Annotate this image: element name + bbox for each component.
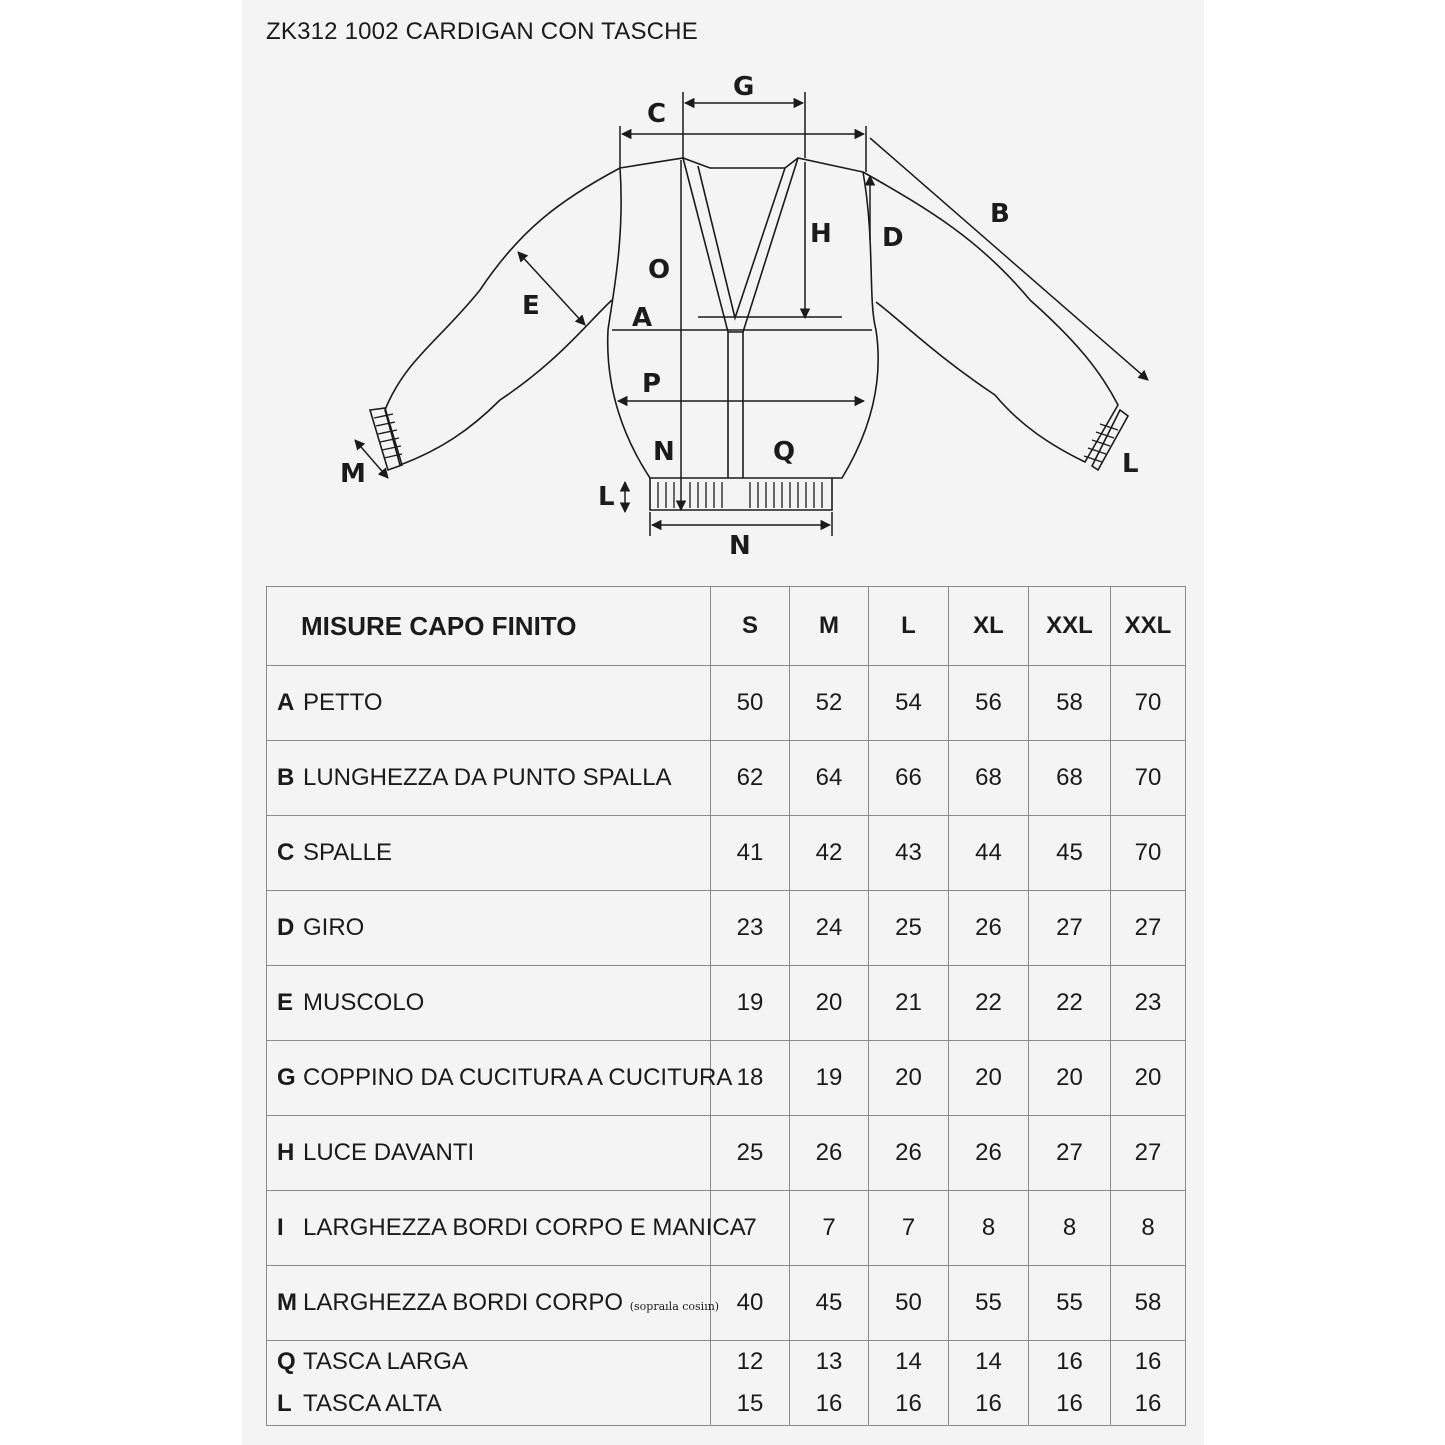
cell-value: 14 — [975, 1348, 1002, 1375]
table-cell: 45 — [790, 1266, 869, 1341]
row-label-text: GIRO — [303, 914, 365, 941]
table-cell — [790, 1341, 869, 1426]
label-p: P — [642, 369, 662, 399]
table-cell: 22 — [949, 966, 1029, 1041]
row-label-text: COPPINO DA CUCITURA A CUCITURA — [303, 1064, 733, 1091]
row-letter: B — [277, 764, 295, 791]
table-cell: 8 — [1111, 1191, 1186, 1266]
table-cell — [1111, 1341, 1186, 1426]
cardigan-diagram — [0, 0, 1445, 580]
hem-ribbing — [658, 482, 822, 508]
table-cell: 20 — [949, 1041, 1029, 1116]
table-row — [267, 741, 1186, 816]
cell-value: 16 — [895, 1390, 922, 1417]
table-row — [267, 1041, 1186, 1116]
row-label — [267, 891, 711, 966]
label-e: E — [522, 291, 540, 321]
table-cell: 44 — [949, 816, 1029, 891]
row-label — [267, 816, 711, 891]
table-cell: 43 — [869, 816, 949, 891]
table-cell: 24 — [790, 891, 869, 966]
row-letter: Q — [277, 1348, 296, 1375]
row-label — [267, 966, 711, 1041]
table-cell: 19 — [711, 966, 790, 1041]
row-label-text: TASCA ALTA — [303, 1390, 442, 1417]
table-cell: 26 — [949, 1116, 1029, 1191]
table-cell: 58 — [1029, 666, 1111, 741]
row-letter: G — [277, 1064, 296, 1091]
label-l-left: L — [598, 482, 615, 512]
table-cell: 70 — [1111, 666, 1186, 741]
table-cell: 26 — [949, 891, 1029, 966]
table-cell: 41 — [711, 816, 790, 891]
table-cell: 8 — [1029, 1191, 1111, 1266]
table-cell: 26 — [790, 1116, 869, 1191]
table-cell: 23 — [1111, 966, 1186, 1041]
row-label — [267, 666, 711, 741]
row-label — [267, 741, 711, 816]
row-label-text: MUSCOLO — [303, 989, 425, 1016]
row-label — [267, 1041, 733, 1116]
table-cell: 40 — [711, 1266, 790, 1341]
table-cell: 50 — [711, 666, 790, 741]
table-cell: 56 — [949, 666, 1029, 741]
size-header: XL — [949, 587, 1029, 666]
table-cell: 23 — [711, 891, 790, 966]
table-row-pockets — [267, 1341, 1186, 1426]
table-cell: 25 — [869, 891, 949, 966]
table-cell — [869, 1341, 949, 1426]
table-cell: 64 — [790, 741, 869, 816]
table-cell: 20 — [869, 1041, 949, 1116]
cell-value: 13 — [815, 1348, 843, 1375]
cell-value: 15 — [736, 1390, 764, 1417]
row-letter: C — [277, 839, 295, 866]
row-letter: M — [277, 1289, 297, 1316]
row-letter: H — [277, 1139, 295, 1166]
table-cell: 20 — [1029, 1041, 1111, 1116]
row-letter: D — [277, 914, 295, 941]
row-label-text: LUCE DAVANTI — [303, 1139, 475, 1166]
row-label — [267, 1341, 711, 1426]
table-row — [267, 891, 1186, 966]
row-note: (sopraıla cosiın) — [629, 1300, 720, 1313]
cell-value: 12 — [736, 1348, 764, 1375]
row-letter: E — [277, 989, 294, 1016]
label-q: Q — [773, 437, 796, 467]
table-cell: 7 — [711, 1191, 790, 1266]
table-cell: 54 — [869, 666, 949, 741]
table-cell: 55 — [1029, 1266, 1111, 1341]
row-label-text: PETTO — [303, 689, 383, 716]
table-row — [267, 1191, 1186, 1266]
table-row — [267, 1116, 1186, 1191]
header-label: MISURE CAPO FINITO — [267, 587, 711, 666]
table-cell: 50 — [869, 1266, 949, 1341]
row-letter: A — [277, 689, 295, 716]
table-row — [267, 1266, 1186, 1341]
label-c: C — [647, 99, 667, 129]
table-cell: 26 — [869, 1116, 949, 1191]
table-cell: 7 — [790, 1191, 869, 1266]
row-label — [267, 1191, 746, 1266]
table-cell — [711, 1341, 790, 1426]
row-label-text: SPALLE — [303, 839, 392, 866]
label-d: D — [882, 223, 904, 253]
row-letter: I — [277, 1214, 284, 1241]
table-cell: 21 — [869, 966, 949, 1041]
table-row — [267, 966, 1186, 1041]
row-label — [267, 1266, 720, 1341]
size-header: S — [711, 587, 790, 666]
table-cell: 58 — [1111, 1266, 1186, 1341]
table-cell: 70 — [1111, 816, 1186, 891]
size-header: M — [790, 587, 869, 666]
label-n-bottom: N — [729, 531, 751, 561]
garment-outline — [370, 158, 1128, 510]
label-o: O — [648, 255, 671, 285]
table-cell: 45 — [1029, 816, 1111, 891]
size-header: L — [869, 587, 949, 666]
table-cell: 27 — [1111, 1116, 1186, 1191]
table-cell: 68 — [949, 741, 1029, 816]
row-letter: L — [277, 1390, 292, 1417]
table-cell: 27 — [1029, 1116, 1111, 1191]
cell-value: 16 — [975, 1390, 1002, 1417]
page-title: ZK312 1002 CARDIGAN CON TASCHE — [266, 18, 698, 45]
label-h: H — [810, 219, 832, 249]
row-label-text: LARGHEZZA BORDI CORPO — [303, 1289, 624, 1316]
table-cell: 18 — [711, 1041, 790, 1116]
cell-value: 16 — [1056, 1348, 1083, 1375]
table-header-row — [267, 587, 1186, 666]
label-g: G — [733, 72, 755, 102]
table-cell: 66 — [869, 741, 949, 816]
label-n-top: N — [653, 437, 675, 467]
cell-value: 14 — [895, 1348, 922, 1375]
table-cell: 19 — [790, 1041, 869, 1116]
measurement-arrows — [355, 92, 1148, 536]
table-cell: 8 — [949, 1191, 1029, 1266]
cell-value: 16 — [1056, 1390, 1083, 1417]
table-cell: 22 — [1029, 966, 1111, 1041]
table-cell: 25 — [711, 1116, 790, 1191]
table-cell — [949, 1341, 1029, 1426]
table-cell: 55 — [949, 1266, 1029, 1341]
table-cell — [1029, 1341, 1111, 1426]
label-a: A — [632, 303, 653, 333]
table-cell: 62 — [711, 741, 790, 816]
table-cell: 68 — [1029, 741, 1111, 816]
row-label-text: LARGHEZZA BORDI CORPO E MANICA — [303, 1214, 746, 1241]
size-header: XXL — [1029, 587, 1111, 666]
label-l-right: L — [1122, 449, 1139, 479]
cuff-ribbing — [374, 414, 1118, 462]
table-cell: 20 — [1111, 1041, 1186, 1116]
table-cell: 52 — [790, 666, 869, 741]
table-cell: 20 — [790, 966, 869, 1041]
table-row — [267, 816, 1186, 891]
row-label-text: TASCA LARGA — [303, 1348, 468, 1375]
table-cell: 70 — [1111, 741, 1186, 816]
cell-value: 16 — [815, 1390, 843, 1417]
label-b: B — [990, 199, 1010, 229]
size-header: XXL — [1111, 587, 1186, 666]
row-label-text: LUNGHEZZA DA PUNTO SPALLA — [303, 764, 672, 791]
table-cell: 27 — [1111, 891, 1186, 966]
size-table — [266, 586, 1186, 1426]
cell-value: 16 — [1134, 1390, 1162, 1417]
table-cell: 42 — [790, 816, 869, 891]
table-cell: 27 — [1029, 891, 1111, 966]
cell-value: 16 — [1134, 1348, 1162, 1375]
row-label — [267, 1116, 711, 1191]
label-m: M — [340, 459, 366, 489]
table-row — [267, 666, 1186, 741]
table-cell: 7 — [869, 1191, 949, 1266]
